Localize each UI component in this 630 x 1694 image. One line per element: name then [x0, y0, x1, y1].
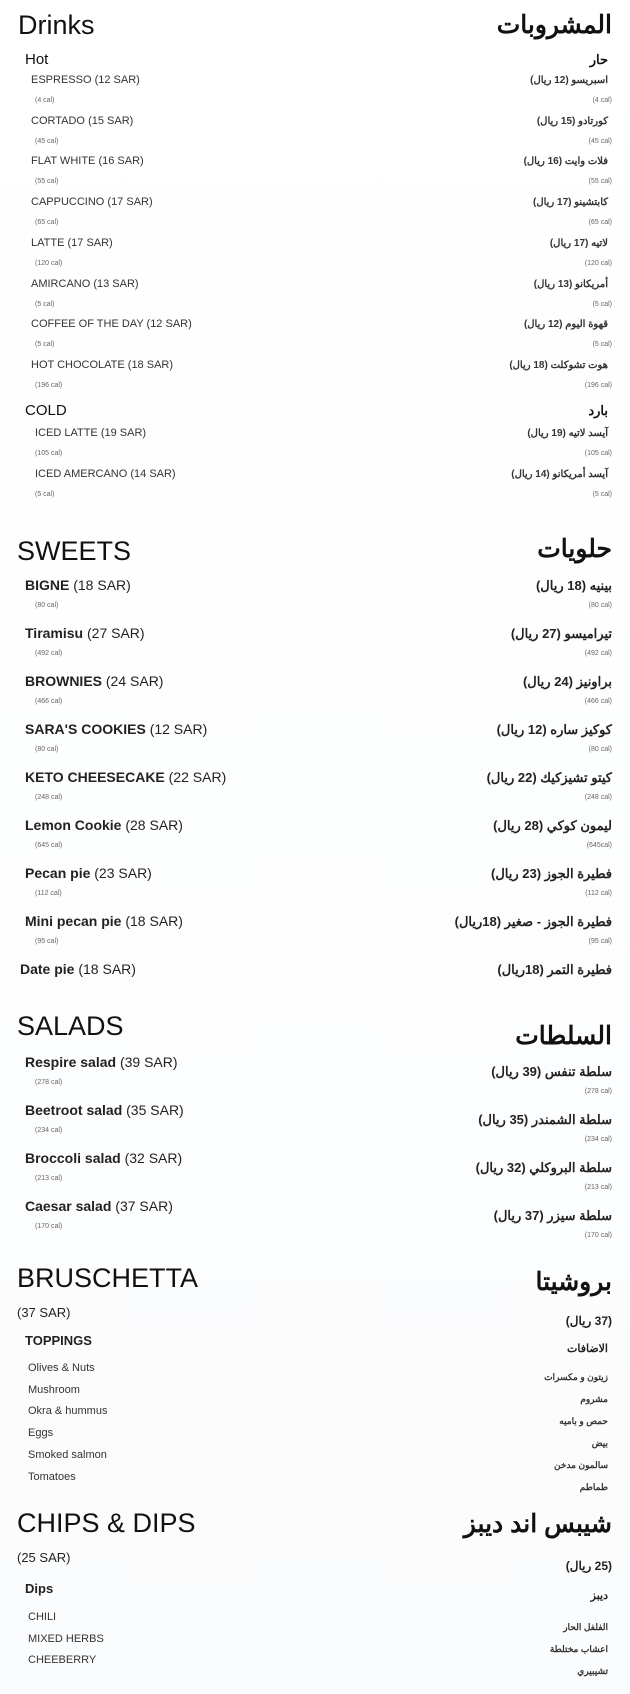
dip-item-ar: اعشاب مختلطة — [549, 1644, 608, 1654]
topping-item: Eggs — [28, 1427, 54, 1440]
hot-drink-item-ar: كورتادو (15 ريال) — [536, 115, 608, 127]
topping-item-ar: بيض — [591, 1438, 608, 1448]
salad-item — [25, 1151, 182, 1165]
dip-item: CHEEBERRY — [28, 1654, 97, 1666]
dips-label: Dips — [25, 1581, 54, 1596]
sweet-cal-ar: (80 cal) — [588, 746, 612, 753]
hot-drink-cal: (5 cal) — [35, 300, 55, 308]
sweet-item-ar: فطيرة الجوز (23 ريال) — [490, 866, 612, 881]
item-name: CAPPUCCINO — [31, 196, 105, 209]
dip-item-ar: الفلفل الحار — [563, 1622, 608, 1632]
sweet-item — [25, 626, 145, 640]
item-name: ESPRESSO — [31, 74, 92, 86]
salad-cal-ar: (278 cal) — [584, 1088, 612, 1095]
hot-drink-cal: (65 cal) — [35, 219, 59, 227]
hot-drink-cal: (45 cal) — [35, 137, 59, 145]
drinks-title-ar: المشروبات — [496, 11, 612, 39]
cold-drink-item-ar: آيسد أمريكانو (14 ريال) — [511, 468, 608, 480]
sweet-item — [25, 578, 131, 592]
hot-drink-cal: (55 cal) — [35, 178, 59, 186]
salad-cal: (213 cal) — [35, 1175, 63, 1182]
item-name: ICED LATTE — [35, 427, 98, 439]
item-price: (19 SAR) — [100, 427, 147, 439]
hot-drink-cal-ar: (5 cal) — [592, 300, 612, 308]
item-name: CORTADO — [31, 114, 85, 127]
sweet-item-ar: ليمون كوكي (28 ريال) — [493, 818, 612, 833]
item-price: (13 SAR) — [93, 277, 139, 290]
item-price: (24 SAR) — [105, 673, 164, 689]
item-name: Respire salad — [25, 1054, 117, 1070]
cold-drink-item-ar: آيسد لاتيه (19 ريال) — [527, 428, 608, 439]
topping-item-ar: طماطم — [579, 1482, 608, 1492]
item-price: (28 SAR) — [125, 817, 183, 833]
sweet-item-ar: فطيرة الجوز - صغير (18ريال) — [454, 914, 612, 929]
hot-drink-cal-ar: (4 cal) — [592, 97, 612, 104]
dip-item-ar: تشيبيري — [577, 1666, 608, 1676]
sweet-cal: (248 cal) — [35, 794, 63, 801]
hot-drink-item-ar: فلات وايت (16 ريال) — [523, 156, 608, 168]
hot-drink-item-ar: كابتشينو (17 ريال) — [532, 197, 608, 209]
cold-drink-cal: (105 cal) — [35, 450, 63, 457]
salad-cal: (234 cal) — [35, 1127, 63, 1134]
hot-drink-cal-ar: (5 cal) — [592, 341, 612, 349]
sweet-item-ar: بينيه (18 ريال) — [535, 578, 612, 593]
bruschetta-title: BRUSCHETTA — [17, 1263, 199, 1293]
topping-item-ar: زيتون و مكسرات — [544, 1372, 608, 1382]
cold-drink-cal: (5 cal) — [35, 490, 55, 498]
salad-cal-ar: (234 cal) — [584, 1136, 612, 1143]
sweet-cal: (645 cal) — [35, 842, 63, 849]
item-name: AMIRCANO — [31, 277, 91, 290]
sweet-item-ar: كوكيز ساره (12 ريال) — [496, 722, 612, 737]
salads-title: SALADS — [17, 1011, 124, 1041]
sweet-item-ar: تيراميسو (27 ريال) — [510, 626, 612, 641]
hot-drink-item-ar: لاتيه (17 ريال) — [549, 237, 608, 249]
item-price: (22 SAR) — [168, 769, 227, 785]
salad-item-ar: سلطة سيزر (37 ريال) — [493, 1208, 612, 1223]
sweet-cal-ar: (466 cal) — [584, 698, 612, 705]
sweet-item — [20, 962, 136, 976]
salad-cal: (278 cal) — [35, 1079, 63, 1086]
hot-drink-item — [31, 238, 113, 249]
hot-drink-cal: (5 cal) — [35, 341, 55, 349]
item-price: (12 SAR) — [94, 74, 140, 86]
hot-drink-item-ar: أمريكانو (13 ريال) — [533, 278, 608, 290]
hot-label-ar: حار — [589, 52, 608, 67]
hot-drink-item — [31, 116, 133, 127]
item-name: Date pie — [20, 961, 75, 977]
topping-item: Olives & Nuts — [28, 1362, 95, 1374]
dips-label-ar: ديبز — [590, 1590, 608, 1602]
topping-item: Smoked salmon — [28, 1448, 107, 1461]
salad-item-ar: سلطة الشمندر (35 ريال) — [478, 1112, 612, 1127]
salads-title-ar: السلطات — [515, 1022, 612, 1050]
item-name: LATTE — [31, 236, 65, 249]
sweets-title: SWEETS — [17, 536, 132, 566]
cold-label-ar: بارد — [588, 403, 608, 418]
item-price: (37 SAR) — [115, 1198, 173, 1214]
salad-item — [25, 1103, 184, 1117]
toppings-label: TOPPINGS — [25, 1333, 92, 1348]
cold-label: COLD — [25, 402, 67, 419]
item-price: (15 SAR) — [88, 114, 134, 127]
sweet-item — [25, 914, 183, 928]
item-name: Tiramisu — [25, 625, 84, 641]
item-name: KETO CHEESECAKE — [25, 769, 165, 785]
sweet-cal: (492 cal) — [35, 650, 63, 657]
hot-drink-item-ar: اسبريسو (12 ريال) — [530, 75, 608, 86]
salad-item — [25, 1199, 173, 1213]
salad-item-ar: سلطة تنفس (39 ريال) — [491, 1064, 612, 1079]
sweet-item-ar: براونيز (24 ريال) — [522, 674, 612, 689]
bruschetta-price-ar: (37 ريال) — [565, 1314, 612, 1328]
topping-item-ar: سالمون مدخن — [554, 1460, 608, 1470]
hot-drink-cal-ar: (45 cal) — [588, 137, 612, 145]
hot-drink-item-ar: قهوة اليوم (12 ريال) — [523, 319, 608, 331]
bruschetta-title-ar: بروشيتا — [535, 1268, 612, 1296]
item-name: ICED AMERCANO — [35, 467, 128, 480]
hot-drink-cal-ar: (196 cal) — [584, 381, 612, 389]
sweet-item — [25, 818, 183, 832]
drinks-title: Drinks — [18, 10, 95, 40]
cold-drink-item — [35, 469, 176, 480]
salad-cal-ar: (213 cal) — [584, 1184, 612, 1191]
sweet-item-ar: كيتو تشيزكيك (22 ريال) — [486, 770, 612, 785]
topping-item: Okra & hummus — [28, 1405, 108, 1418]
cold-drink-cal-ar: (105 cal) — [584, 450, 612, 457]
item-price: (17 SAR) — [67, 236, 113, 249]
item-name: Lemon Cookie — [25, 817, 122, 833]
item-price: (12 SAR) — [146, 318, 192, 331]
hot-label: Hot — [25, 51, 49, 68]
sweet-cal: (80 cal) — [35, 746, 59, 753]
sweet-cal-ar: (248 cal) — [584, 794, 612, 801]
item-name: BIGNE — [25, 577, 70, 593]
sweet-cal-ar: (112 cal) — [585, 890, 612, 897]
hot-drink-item — [31, 279, 139, 290]
sweet-cal-ar: (80 cal) — [588, 602, 612, 609]
chips-price-ar: (25 ريال) — [565, 1559, 612, 1573]
sweet-cal: (95 cal) — [35, 938, 59, 945]
item-price: (18 SAR) — [125, 913, 183, 929]
sweet-item — [25, 866, 152, 880]
item-price: (27 SAR) — [87, 625, 145, 641]
salad-cal-ar: (170 cal) — [584, 1232, 612, 1239]
item-price: (16 SAR) — [98, 155, 144, 168]
hot-drink-item — [31, 75, 140, 86]
hot-drink-cal: (4 cal) — [35, 97, 55, 104]
hot-drink-cal: (196 cal) — [35, 381, 63, 389]
topping-item-ar: حمص و باميه — [559, 1416, 608, 1426]
sweet-item-ar: فطيرة التمر (18ريال) — [497, 962, 612, 977]
sweets-title-ar: حلويات — [537, 535, 612, 563]
item-price: (23 SAR) — [94, 865, 152, 881]
salad-cal: (170 cal) — [35, 1223, 63, 1230]
sweet-cal: (466 cal) — [35, 698, 63, 705]
hot-drink-item — [31, 360, 173, 371]
hot-drink-cal: (120 cal) — [35, 259, 63, 267]
bruschetta-price: (37 SAR) — [17, 1305, 71, 1320]
hot-drink-item — [31, 197, 153, 208]
topping-item: Mushroom — [28, 1383, 80, 1396]
dip-item: MIXED HERBS — [28, 1632, 104, 1645]
cold-drink-item — [35, 428, 146, 439]
hot-drink-item-ar: هوت تشوكلت (18 ريال) — [509, 359, 608, 371]
hot-drink-cal-ar: (120 cal) — [584, 259, 612, 267]
item-name: COFFEE OF THE DAY — [31, 318, 144, 331]
item-price: (18 SAR) — [127, 358, 174, 371]
sweet-item — [25, 674, 163, 688]
sweet-cal: (80 cal) — [35, 602, 59, 609]
item-name: Beetroot salad — [25, 1102, 123, 1118]
item-name: Mini pecan pie — [25, 913, 122, 929]
item-name: SARA'S COOKIES — [25, 721, 146, 737]
hot-drink-item — [31, 156, 144, 167]
chips-price: (25 SAR) — [17, 1550, 71, 1565]
topping-item-ar: مشروم — [580, 1394, 608, 1404]
item-name: FLAT WHITE — [31, 155, 96, 168]
item-name: Caesar salad — [25, 1198, 112, 1214]
chips-title: CHIPS & DIPS — [17, 1508, 196, 1538]
item-price: (18 SAR) — [73, 577, 131, 593]
salad-item — [25, 1055, 178, 1069]
item-price: (32 SAR) — [124, 1150, 183, 1166]
hot-drink-cal-ar: (55 cal) — [588, 178, 612, 186]
item-name: BROWNIES — [25, 673, 102, 689]
item-price: (14 SAR) — [130, 467, 176, 480]
sweet-cal-ar: (95 cal) — [588, 938, 612, 945]
sweet-item — [25, 770, 226, 784]
hot-drink-cal-ar: (65 cal) — [588, 219, 612, 227]
item-name: Broccoli salad — [25, 1150, 121, 1166]
item-price: (39 SAR) — [119, 1054, 178, 1070]
item-price: (12 SAR) — [149, 721, 208, 737]
sweet-cal-ar: (645cal) — [586, 842, 612, 849]
sweet-item — [25, 722, 207, 736]
sweet-cal: (112 cal) — [35, 890, 62, 897]
salad-item-ar: سلطة البروكلي (32 ريال) — [475, 1160, 612, 1175]
item-price: (18 SAR) — [78, 961, 136, 977]
item-price: (17 SAR) — [107, 196, 153, 209]
topping-item: Tomatoes — [28, 1470, 76, 1483]
cold-drink-cal-ar: (5 cal) — [592, 490, 612, 498]
sweet-cal-ar: (492 cal) — [584, 650, 612, 657]
item-name: HOT CHOCOLATE — [31, 358, 125, 371]
dip-item: CHILI — [28, 1611, 57, 1623]
chips-title-ar: شيبس اند ديبز — [463, 1510, 612, 1538]
item-price: (35 SAR) — [126, 1102, 184, 1118]
item-name: Pecan pie — [25, 865, 91, 881]
toppings-label-ar: الاضافات — [567, 1343, 608, 1355]
hot-drink-item — [31, 319, 192, 330]
